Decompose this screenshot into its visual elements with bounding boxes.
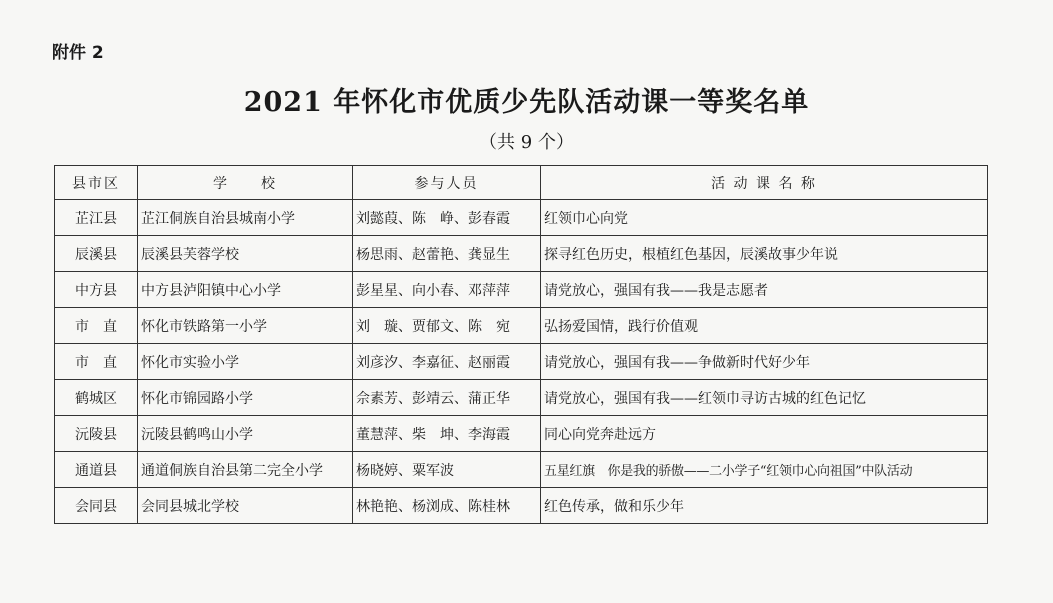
cell-course: 红色传承，做和乐少年 xyxy=(541,488,988,524)
cell-course: 请党放心，强国有我——争做新时代好少年 xyxy=(541,344,988,380)
table-row xyxy=(55,200,988,236)
cell-school: 芷江侗族自治县城南小学 xyxy=(138,200,353,236)
cell-school: 怀化市实验小学 xyxy=(138,344,353,380)
table-row xyxy=(55,308,988,344)
cell-people: 佘素芳、彭靖云、蒲正华 xyxy=(353,380,541,416)
table-row xyxy=(55,452,988,488)
page-title: 2021 年怀化市优质少先队活动课一等奖名单 xyxy=(243,87,810,118)
cell-course: 请党放心，强国有我——红领巾寻访古城的红色记忆 xyxy=(541,380,988,416)
column-header-school: 学 校 xyxy=(138,166,353,200)
cell-county: 市 直 xyxy=(55,344,138,380)
attachment-label: 附件 2 xyxy=(52,43,104,63)
cell-people: 刘彦汐、李嘉征、赵丽霞 xyxy=(353,344,541,380)
cell-people: 刘懿葭、陈 峥、彭春霞 xyxy=(353,200,541,236)
cell-people: 刘 璇、贾郁文、陈 宛 xyxy=(353,308,541,344)
column-header-people: 参与人员 xyxy=(353,166,541,200)
cell-school: 怀化市铁路第一小学 xyxy=(138,308,353,344)
cell-course: 红领巾心向党 xyxy=(541,200,988,236)
cell-school: 沅陵县鹤鸣山小学 xyxy=(138,416,353,452)
cell-county: 中方县 xyxy=(55,272,138,308)
awards-table xyxy=(54,165,988,524)
table-header-row xyxy=(55,166,988,200)
cell-school: 怀化市锦园路小学 xyxy=(138,380,353,416)
cell-course: 弘扬爱国情，践行价值观 xyxy=(541,308,988,344)
column-header-course: 活 动 课 名 称 xyxy=(541,166,988,200)
cell-people: 杨思雨、赵蕾艳、龚显生 xyxy=(353,236,541,272)
column-header-county: 县市区 xyxy=(55,166,138,200)
cell-county: 辰溪县 xyxy=(55,236,138,272)
cell-course: 探寻红色历史，根植红色基因，辰溪故事少年说 xyxy=(541,236,988,272)
cell-school: 中方县泸阳镇中心小学 xyxy=(138,272,353,308)
cell-county: 通道县 xyxy=(55,452,138,488)
cell-people: 林艳艳、杨浏成、陈桂林 xyxy=(353,488,541,524)
table-row xyxy=(55,488,988,524)
table-row xyxy=(55,416,988,452)
table-row xyxy=(55,344,988,380)
cell-county: 市 直 xyxy=(55,308,138,344)
cell-county: 沅陵县 xyxy=(55,416,138,452)
cell-course: 同心向党奔赴远方 xyxy=(541,416,988,452)
cell-course: 请党放心，强国有我——我是志愿者 xyxy=(541,272,988,308)
cell-county: 鹤城区 xyxy=(55,380,138,416)
cell-people: 彭星星、向小春、邓萍萍 xyxy=(353,272,541,308)
cell-school: 会同县城北学校 xyxy=(138,488,353,524)
cell-county: 芷江县 xyxy=(55,200,138,236)
cell-people: 董慧萍、柴 坤、李海霞 xyxy=(353,416,541,452)
table-row xyxy=(55,380,988,416)
cell-people: 杨晓婷、粟军波 xyxy=(353,452,541,488)
table-row xyxy=(55,272,988,308)
table-row xyxy=(55,236,988,272)
page-subtitle: （共 9 个） xyxy=(479,132,574,153)
cell-school: 辰溪县芙蓉学校 xyxy=(138,236,353,272)
cell-course: 五星红旗 你是我的骄傲——二小学子“红领巾心向祖国”中队活动 xyxy=(541,452,988,488)
cell-county: 会同县 xyxy=(55,488,138,524)
cell-school: 通道侗族自治县第二完全小学 xyxy=(138,452,353,488)
